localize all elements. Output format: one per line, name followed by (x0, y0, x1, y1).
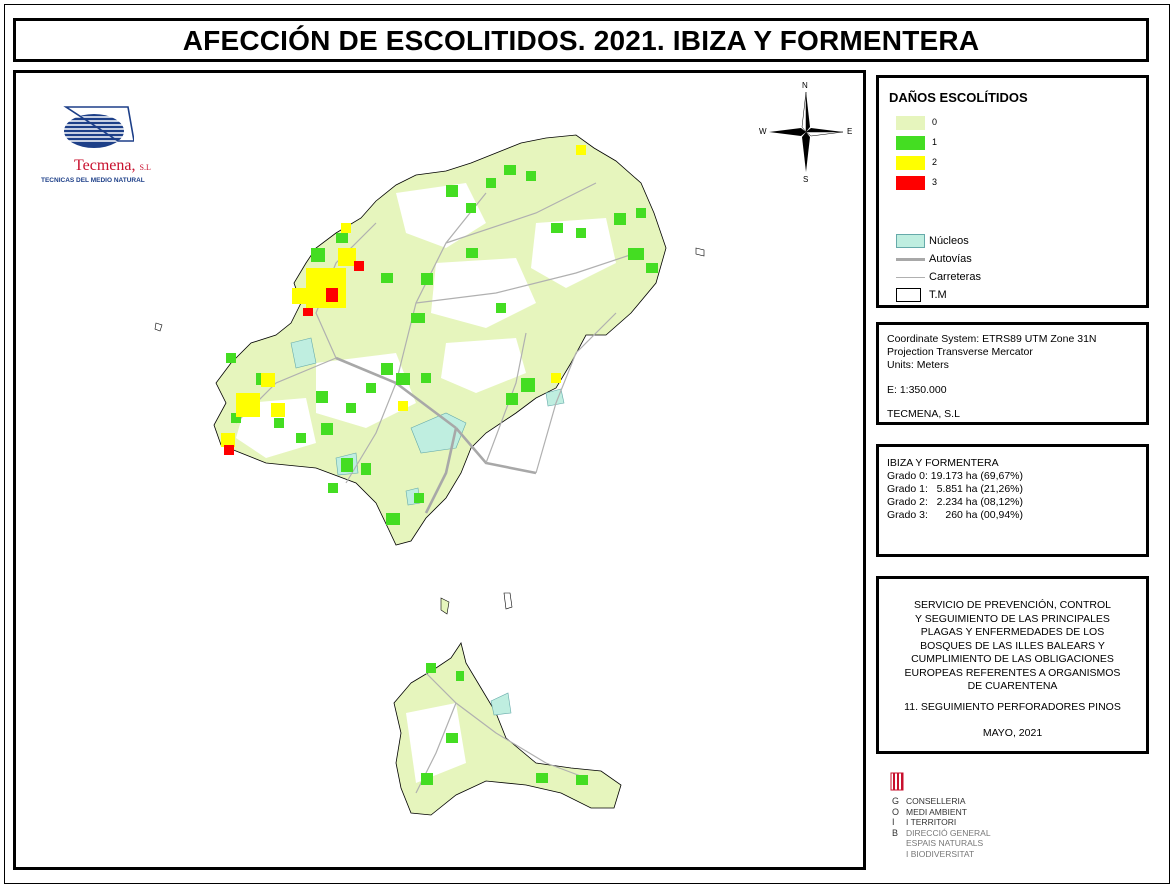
stats-title: IBIZA Y FORMENTERA (887, 457, 999, 469)
project-section: 11. SEGUIMIENTO PERFORADORES PINOS (904, 701, 1121, 713)
govern-letters (892, 796, 899, 838)
legend-layer-label: Carreteras (929, 271, 981, 283)
projection: Projection Transverse Mercator (887, 346, 1033, 358)
islet (504, 593, 512, 609)
legend-layer-label: Autovías (929, 253, 972, 265)
logo-brand-name: Tecmena (74, 157, 132, 174)
islet (696, 248, 704, 256)
legend-box (876, 75, 1149, 308)
crs-box (876, 322, 1149, 425)
legend-layer-symbol (896, 234, 925, 248)
title-box (13, 18, 1149, 62)
legend-class-label: 3 (932, 177, 938, 187)
legend-class-label: 1 (932, 137, 938, 147)
project-date: MAYO, 2021 (982, 727, 1043, 739)
legend-swatch-3 (896, 176, 925, 190)
govern-letter: G (892, 796, 900, 806)
govern-line: CONSELLERIA (906, 796, 966, 806)
govern-line: I TERRITORI (906, 817, 957, 827)
stats-row: Grado 3: 260 ha (00,94%) (887, 509, 1023, 521)
map-title: AFECCIÓN DE ESCOLITIDOS. 2021. IBIZA Y FORMENTERA (182, 25, 980, 56)
logo-brand: Tecmena, S.L (74, 157, 151, 174)
legend-layer-label: Núcleos (929, 235, 969, 247)
units: Units: Meters (887, 359, 949, 371)
tecmena-logo (41, 103, 168, 184)
south-label: S (803, 175, 809, 184)
logo-brand-suffix: S.L (139, 163, 151, 172)
islet (441, 598, 449, 614)
legend-swatch-2 (896, 156, 925, 170)
legend-class-label: 2 (932, 157, 938, 167)
map-frame[interactable] (13, 70, 866, 870)
north-arrow (759, 81, 853, 184)
map-canvas[interactable] (16, 73, 863, 867)
compass-rose-icon (761, 87, 851, 177)
islet (155, 323, 162, 331)
stats-row: Grado 2: 2.234 ha (08,12%) (887, 496, 1024, 508)
project-description: SERVICIO DE PREVENCIÓN, CONTROL Y SEGUIMIENTO DE LAS PRINCIPALES PLAGAS Y ENFERMEDADES DE LOS BOSQUES DE LAS ILLES BALEARS Y CUMPLIMIENTO DE LAS OBLIGACIONES EUROPEAS REFERENTES A ORGANISMOS DE CUARENTENA (904, 599, 1121, 692)
stats-box (876, 444, 1149, 557)
legend-layer-symbol (896, 277, 925, 278)
govern-letter: O (892, 806, 900, 817)
legend-layer-label: T.M (929, 289, 947, 301)
govern-letter: B (892, 827, 899, 838)
govern-lines (906, 796, 991, 859)
govern-grey-line: ESPAIS NATURALS (906, 838, 984, 848)
legend-layer-symbol (896, 288, 921, 302)
logo-tagline: TECNICAS DEL MEDIO NATURAL (41, 177, 145, 184)
logo-mark-icon (58, 103, 134, 153)
stats-row: Grado 1: 5.851 ha (21,26%) (887, 483, 1024, 495)
govern-grey-line: I BIODIVERSITAT (906, 848, 975, 859)
govern-line: MEDI AMBIENT (906, 806, 967, 817)
govern-grey-line: DIRECCIÓ GENERAL (906, 827, 991, 838)
east-label: E (847, 127, 853, 136)
scale: E: 1:350.000 (887, 384, 947, 396)
legend-title: DAÑOS ESCOLÍTIDOS (889, 90, 1028, 105)
north-label: N (802, 81, 808, 90)
project-box (876, 576, 1149, 754)
legend-swatch-1 (896, 136, 925, 150)
coat-of-arms-icon (890, 772, 904, 792)
author: TECMENA, S.L (887, 408, 960, 420)
legend-class-label: 0 (932, 117, 938, 127)
stats-row: Grado 0: 19.173 ha (69,67%) (887, 470, 1024, 482)
legend-layer-symbol (896, 258, 925, 261)
coordinate-system: Coordinate System: ETRS89 UTM Zone 31N (887, 333, 1097, 345)
west-label: W (759, 127, 767, 136)
govern-letter: I (892, 817, 895, 827)
govern-logo (890, 772, 1010, 862)
legend-swatch-0 (896, 116, 925, 130)
